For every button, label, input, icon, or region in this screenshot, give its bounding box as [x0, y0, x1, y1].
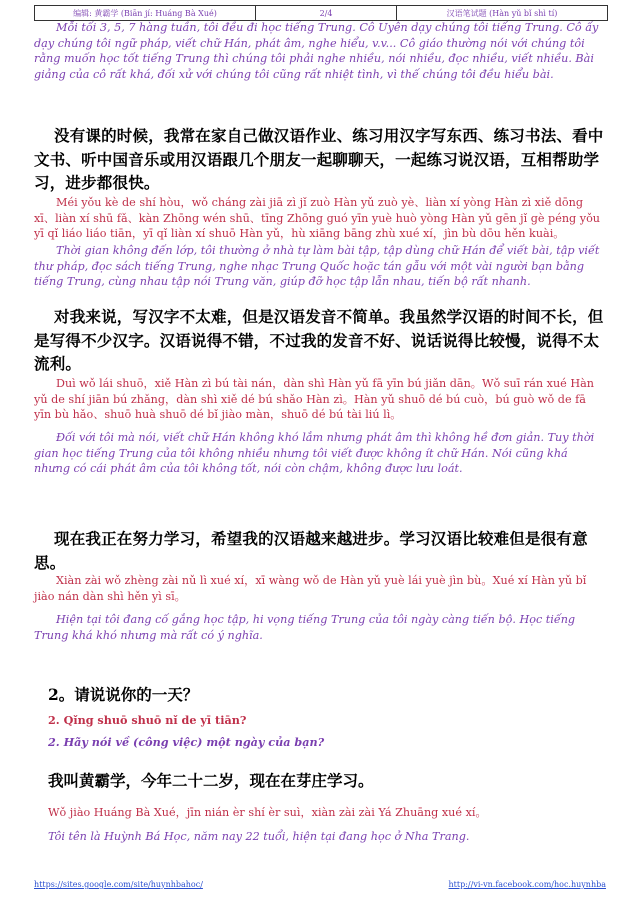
chinese-paragraph-2: 对我来说，写汉字不太难，但是汉语发音不简单。我虽然学汉语的时间不长，但是写得不少汉字。汉语说得不错，不过我的发音不好、说话说得比较慢，说得不太流利。	[34, 307, 604, 373]
vietnamese-paragraph-3: Hiện tại tôi đang cố gắng học tập, hi vọng tiếng Trung của tôi ngày càng tiến bộ. Học tiếng Trung khá khó nhưng mà rất có ý nghĩa.	[34, 613, 576, 642]
answer-vietnamese: Tôi tên là Huỳnh Bá Học, năm nay 22 tuổi, hiện tại đang học ở Nha Trang.	[48, 830, 470, 843]
question-vietnamese: 2. Hãy nói về (công việc) một ngày của bạn?	[48, 735, 325, 749]
header-title: 汉语笔试题 (Hàn yǔ bǐ shì tí)	[446, 8, 558, 18]
intro-vietnamese: Mỗi tối 3, 5, 7 hàng tuần, tôi đều đi học tiếng Trung. Cô Uyên dạy chúng tôi tiếng Trung. Cô ấy dạy chúng tôi ngữ pháp, viết chữ Hán, phát âm, nghe hiểu, v.v... Cô giáo thường nói với chúng tôi rằng muốn học tốt tiếng Trung thì chúng tôi phải nghe nhiều, nói nhiều, đọc nhiều, viết nhiều. Bài giảng của cô rất khá, đối xử với chúng tôi cũng rất nhiệt tình, vì thế chúng tôi đều hiểu bài.	[34, 21, 599, 81]
pinyin-paragraph-2: Duì wǒ lái shuō，xiě Hàn zì bú tài nán，dàn shì Hàn yǔ fā yīn bú jiǎn dān。Wǒ suī rán xué Hàn yǔ de shí jiān bú zhǎng，dàn shì xiě dé bú shǎo Hàn zì。Hàn yǔ shuō dé bú cuò，bú guò wǒ de fā yīn bù hǎo、shuō huà shuō dé bǐ jiào màn，shuō dé bú tài liú lì。	[34, 377, 594, 422]
question-pinyin: 2. Qǐng shuō shuō nǐ de yī tiān?	[48, 713, 247, 727]
answer-pinyin: Wǒ jiào Huáng Bà Xué，jīn nián èr shí èr suì，xiàn zài zài Yá Zhuāng xué xí。	[48, 806, 487, 819]
header-page-number: 2/4	[256, 6, 397, 20]
vietnamese-paragraph-1: Thời gian không đến lớp, tôi thường ở nhà tự làm bài tập, tập dùng chữ Hán để viết bài, tập viết thư pháp, đọc sách tiếng Trung, nghe nhạc Trung Quốc hoặc tán gẫu với một vài người bạn bằng tiếng Trung, cùng nhau tập nói Trung văn, giúp đỡ học tập lẫn nhau, tiến bộ rất nhanh.	[34, 244, 600, 289]
answer-chinese: 我叫黄霸学，今年二十二岁，现在在芽庄学习。	[48, 771, 374, 790]
header-editor: 编辑: 黄霸学 (Biān jí: Huáng Bà Xué)	[35, 6, 256, 20]
pinyin-paragraph-3: Xiàn zài wǒ zhèng zài nǔ lì xué xí，xī wàng wǒ de Hàn yǔ yuè lái yuè jìn bù。Xué xí Hàn yǔ bǐ jiào nán dàn shì hěn yì sī。	[34, 574, 587, 603]
chinese-paragraph-3: 现在我正在努力学习，希望我的汉语越来越进步。学习汉语比较难但是很有意思。	[34, 529, 588, 572]
footer-link-google-sites[interactable]: https://sites.google.com/site/huynhbahoc/	[34, 880, 203, 889]
page-header	[34, 5, 608, 21]
footer-link-facebook[interactable]: http://vi-vn.facebook.com/hoc.huynhba	[448, 880, 606, 889]
pinyin-paragraph-1: Méi yǒu kè de shí hòu，wǒ cháng zài jiā zì jǐ zuò Hàn yǔ zuò yè、liàn xí yòng Hàn zì xiě dōng xī、liàn xí shū fǎ、kàn Zhōng wén shū、tīng Zhōng guó yīn yuè huò yòng Hàn yǔ gēn jǐ gè péng yǒu yī qǐ liáo liáo tiān，yī qǐ liàn xí shuō Hàn yǔ，hù xiāng bāng zhù xué xí，jìn bù dōu hěn kuài。	[34, 196, 601, 241]
question-chinese: 2。请说说你的一天？	[48, 685, 199, 704]
chinese-paragraph-1: 没有课的时候，我常在家自己做汉语作业、练习用汉字写东西、练习书法、看中文书、听中国音乐或用汉语跟几个朋友一起聊聊天，一起练习说汉语，互相帮助学习，进步都很快。	[34, 126, 604, 192]
vietnamese-paragraph-2: Đối với tôi mà nói, viết chữ Hán không khó lắm nhưng phát âm thì không hề đơn giản. Tuy thời gian học tiếng Trung của tôi không nhiều nhưng tôi viết được không ít chữ Hán. Nói cũng khá nhưng có cái phát âm của tôi không tốt, nói còn chậm, không được lưu loát.	[34, 431, 595, 476]
